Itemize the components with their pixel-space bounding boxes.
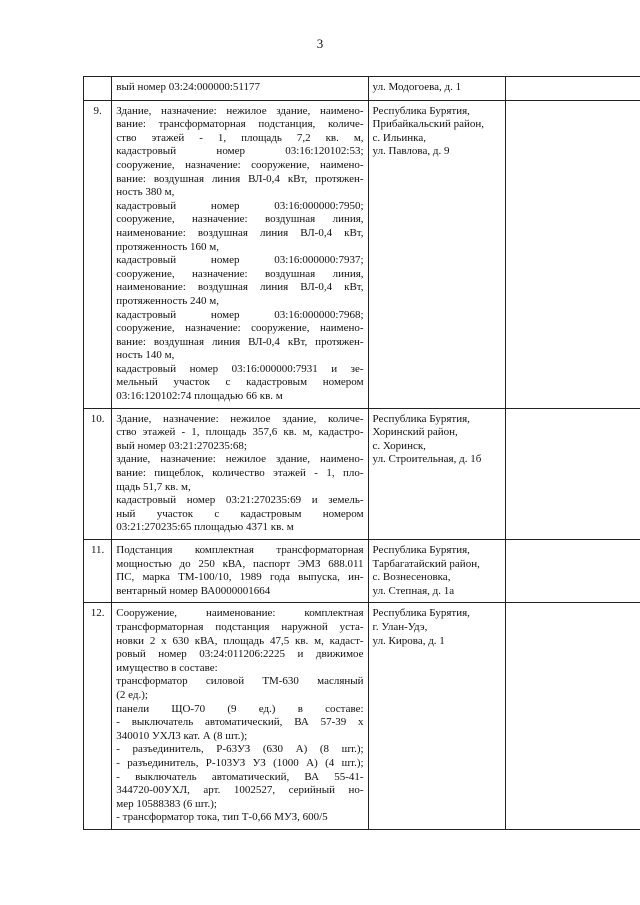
description-line: имущество в составе: (116, 661, 218, 674)
description-line: - разъединитель, Р-103УЗ УЗ (1000 А) (4 шт.); (116, 756, 364, 769)
row-number: 9. (84, 100, 112, 408)
description-line: Здание, назначение: нежилое здание, наимено- (116, 104, 364, 117)
description-line: кадастровый номер 03:16:000000:7931 и зе- (116, 362, 364, 375)
description-line: - разъединитель, Р-63УЗ (630 А) (8 шт.); (116, 743, 364, 756)
address-line: Республика Бурятия, (372, 104, 470, 117)
description-line: вентарный номер ВА0000001664 (116, 584, 271, 597)
description-line: Подстанция комплектная трансформаторная (116, 544, 364, 556)
description-line: ный участок с кадастровым номером (116, 507, 364, 520)
description-line: протяженность 160 м, (116, 240, 220, 253)
description-line: вание: воздушная линия ВЛ-0,4 кВт, протяжен- (116, 335, 364, 348)
description-line: кадастровый номер 03:16:000000:7950; (116, 199, 364, 212)
address-line: Тарбагатайский район, (372, 557, 480, 570)
description-line: протяженность 240 м, (116, 294, 220, 307)
extra-column-cell (505, 100, 640, 408)
address-line: ул. Строительная, д. 1б (372, 453, 482, 466)
property-address (368, 540, 505, 603)
description-line: - выключатель автоматический, ВА 57-39 х (116, 716, 364, 729)
description-line: кадастровый номер 03:16:000000:7937; (116, 254, 364, 267)
description-line: сооружение, назначение: сооружение, наимено- (116, 158, 364, 171)
description-line: ство этажей - 1, площадь 357,6 кв. м, кадастро- (116, 426, 364, 439)
description-line: здание, назначение: нежилое здание, наимено- (116, 453, 364, 466)
description-line: ровый номер 03:24:011206:2225 и движимое (116, 648, 364, 661)
address-line: Республика Бурятия, (372, 412, 470, 425)
description-line: 344720-00УХЛ, арт. 1002527, серийный но- (116, 784, 364, 797)
description-line: щадь 51,7 кв. м, (116, 480, 191, 493)
extra-column-cell (505, 540, 640, 603)
description-line: трансформатор силовой ТМ-630 масляный (116, 675, 364, 688)
property-registry-table (83, 76, 640, 830)
description-line: вание: воздушная линия ВЛ-0,4 кВт, протяжен- (116, 172, 364, 185)
description-line: 03:21:270235:65 площадью 4371 кв. м (116, 521, 294, 534)
property-description (112, 603, 368, 830)
address-line: Республика Бурятия, (372, 607, 470, 620)
address-line: Прибайкальский район, (372, 118, 485, 131)
address-line: с. Хоринск, (372, 439, 426, 452)
description-line: сооружение, назначение: воздушная линия, (116, 213, 364, 226)
property-description (112, 100, 368, 408)
description-line: трансформаторная подстанция наружной уста- (116, 620, 364, 633)
description-line: вый номер 03:24:000000:51177 (116, 81, 261, 93)
description-line: мощностью до 250 кВА, паспорт ЭМЗ 688.011 (116, 557, 364, 570)
table-row (84, 408, 640, 539)
description-line: панели ЩО-70 (9 ед.) в составе: (116, 702, 364, 715)
description-line: мер 10588383 (6 шт.); (116, 797, 217, 810)
description-line: ность 380 м, (116, 186, 175, 199)
description-line: Здание, назначение: нежилое здание, количе- (116, 412, 364, 425)
row-number: 12. (84, 603, 112, 830)
address-line: ул. Модогоева, д. 1 (372, 81, 462, 93)
property-description (112, 408, 368, 539)
property-address (368, 77, 505, 101)
address-line: Хоринский район, (372, 426, 458, 439)
address-line: ул. Павлова, д. 9 (372, 145, 450, 158)
row-number: 11. (84, 540, 112, 603)
table-row (84, 603, 640, 830)
description-line: (2 ед.); (116, 688, 148, 701)
description-line: наименование: воздушная линия ВЛ-0,4 кВт, (116, 226, 364, 239)
page-number: 3 (316, 36, 324, 51)
property-address (368, 408, 505, 539)
address-line: г. Улан-Удэ, (372, 620, 428, 633)
description-line: Сооружение, наименование: комплектная (116, 607, 364, 620)
table-row (84, 77, 640, 101)
description-line: кадастровый номер 03:21:270235:69 и земель- (116, 494, 364, 507)
address-line: ул. Кирова, д. 1 (372, 634, 445, 647)
row-number: 10. (84, 408, 112, 539)
description-line: - трансформатор тока, тип Т-0,66 МУЗ, 600/5 (116, 811, 328, 824)
property-address (368, 603, 505, 830)
address-line: с. Вознесеновка, (372, 571, 451, 584)
description-line: сооружение, назначение: сооружение, наимено- (116, 322, 364, 335)
description-line: кадастровый номер 03:16:120102:53; (116, 145, 364, 158)
description-line: ПС, марка ТМ-100/10, 1989 года выпуска, ин- (116, 571, 364, 584)
property-address (368, 100, 505, 408)
table-row (84, 540, 640, 603)
description-line: наименование: воздушная линия ВЛ-0,4 кВт, (116, 281, 364, 294)
property-description (112, 77, 368, 101)
description-line: - выключатель автоматический, ВА 55-41- (116, 770, 364, 783)
description-line: вый номер 03:21:270235:68; (116, 439, 247, 452)
extra-column-cell (505, 77, 640, 101)
description-line: новки 2 х 630 кВА, площадь 47,5 кв. м, кадаст- (116, 634, 364, 647)
description-line: ство этажей - 1, площадь 7,2 кв. м, (116, 131, 364, 144)
description-line: мельный участок с кадастровым номером (116, 376, 364, 389)
extra-column-cell (505, 603, 640, 830)
table-row (84, 100, 640, 408)
description-line: ность 140 м, (116, 349, 175, 362)
extra-column-cell (505, 408, 640, 539)
property-description (112, 540, 368, 603)
address-line: ул. Степная, д. 1а (372, 584, 455, 597)
description-line: вание: трансформаторная подстанция, количе- (116, 118, 364, 131)
description-line: сооружение, назначение: воздушная линия, (116, 267, 364, 280)
description-line: вание: пищеблок, количество этажей - 1, пло- (116, 467, 364, 480)
description-line: 340010 УХЛ3 кат. А (8 шт.); (116, 729, 248, 742)
address-line: Республика Бурятия, (372, 544, 470, 556)
row-number (84, 77, 112, 101)
description-line: 03:16:120102:74 площадью 66 кв. м (116, 390, 283, 403)
description-line: кадастровый номер 03:16:000000:7968; (116, 308, 364, 321)
address-line: с. Ильинка, (372, 131, 426, 144)
